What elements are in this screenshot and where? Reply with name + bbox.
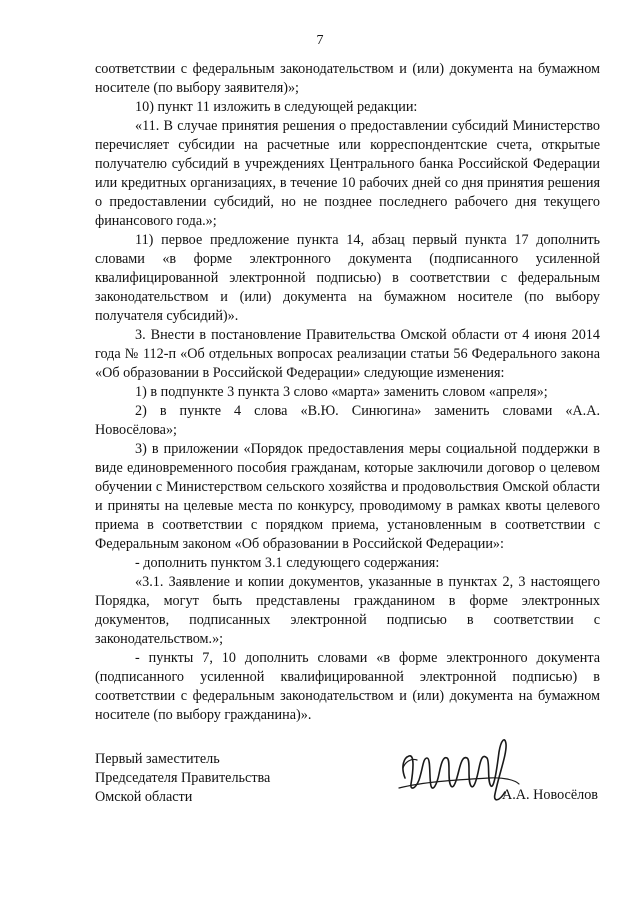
- paragraph: «11. В случае принятия решения о предоставлении субсидий Министерство перечисляет субсидии на расчетные или корреспондентские счета, открытые получателю субсидий в учреждениях Центрального банка Российской Федерации или кредитных организациях, в течение 10 рабочих дней со дня принятия решения о предоставлении субсидий, но не позднее последнего рабочего дня текущего финансового года.»;: [95, 118, 600, 229]
- signatory-position-line: Председателя Правительства: [95, 770, 271, 786]
- paragraph: 3) в приложении «Порядок предоставления меры социальной поддержки в виде единовременного пособия гражданам, которые заключили договор о целевом обучении с Министерством сельского хозяйства и продовольствия Омской области и приняты на целевые места по конкурсу, проводимому в рамках квоты целевого приема в соответствии с порядком приема, установленным в соответствии с Федеральным законом «Об образовании в Российской Федерации»:: [95, 441, 600, 552]
- signatory-position-line: Омской области: [95, 789, 193, 805]
- signatory-name: А.А. Новосёлов: [502, 787, 598, 803]
- paragraph: 3. Внести в постановление Правительства Омской области от 4 июня 2014 года № 112-п «Об отдельных вопросах реализации статьи 56 Федерального закона «Об образовании в Российской Федерации» следующие изменения:: [95, 327, 600, 381]
- paragraph: 1) в подпункте 3 пункта 3 слово «марта» заменить словом «апреля»;: [135, 384, 548, 400]
- paragraph: 2) в пункте 4 слова «В.Ю. Синюгина» заменить словами «А.А. Новосёлова»;: [95, 403, 600, 438]
- page-number: 7: [316, 33, 324, 48]
- signatory-position: [95, 750, 270, 807]
- paragraph: «3.1. Заявление и копии документов, указанные в пунктах 2, 3 настоящего Порядка, могут быть представлены гражданином в форме электронных документов, подписанных электронной подписью в соответствии с законодательством.»;: [95, 574, 600, 647]
- paragraph: 11) первое предложение пункта 14, абзац первый пункта 17 дополнить словами «в форме электронного документа (подписанного усиленной квалифицированной электронной подписью) в соответствии с федеральным законодательством и (или) документа на бумажном носителе (по выбору получателя субсидий)».: [95, 232, 600, 324]
- paragraph: соответствии с федеральным законодательством и (или) документа на бумажном носителе (по выбору заявителя)»;: [95, 61, 600, 96]
- signatory-position-line: Первый заместитель: [95, 751, 220, 767]
- paragraph: - пункты 7, 10 дополнить словами «в форме электронного документа (подписанного усиленной квалифицированной электронной подписью) в соответствии с федеральным законодательством и (или) документа на бумажном носителе (по выбору гражданина)».: [95, 650, 600, 723]
- document-body: [95, 60, 600, 725]
- paragraph: 10) пункт 11 изложить в следующей редакции:: [135, 99, 418, 115]
- paragraph: - дополнить пунктом 3.1 следующего содержания:: [135, 555, 440, 571]
